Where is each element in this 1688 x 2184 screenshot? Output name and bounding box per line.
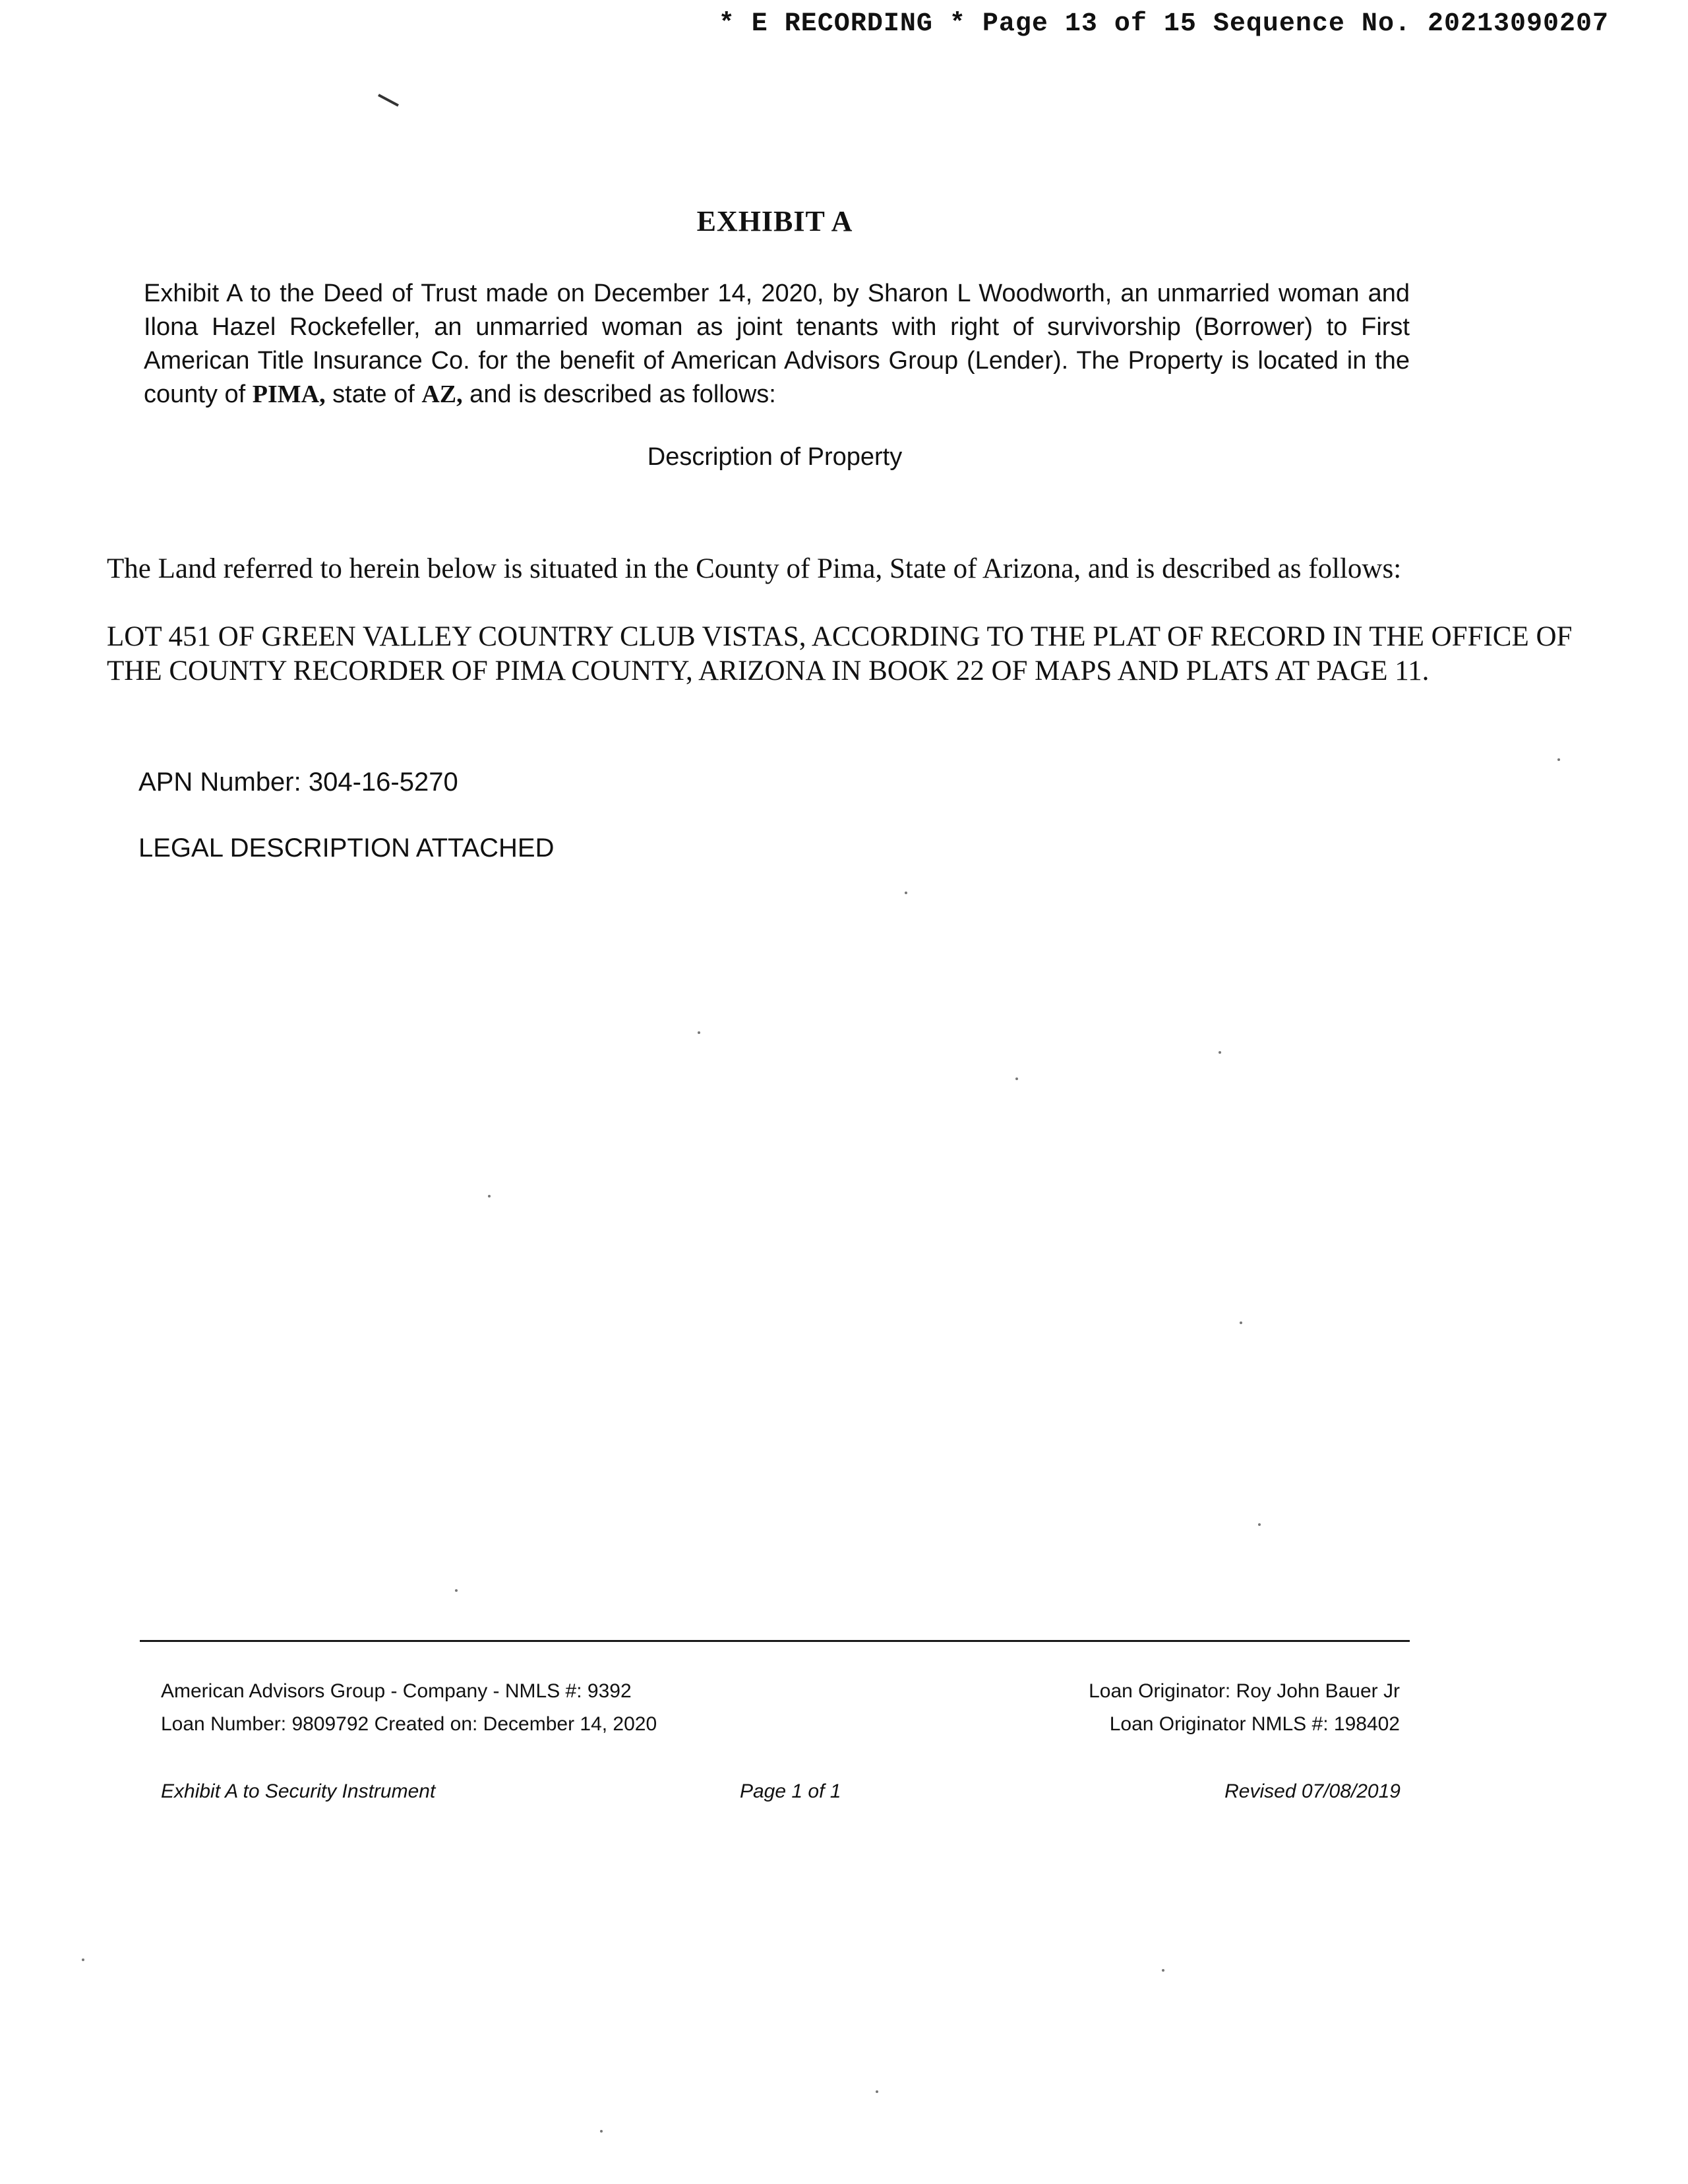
footer-divider	[140, 1640, 1410, 1642]
scan-speck	[488, 1195, 491, 1198]
intro-text-part-1: Exhibit A to the Deed of Trust made on December 14, 2020, by Sharon L Woodworth, an unmarried woman and Ilona Hazel Rockefeller, an unmarried woman as joint tenants with right of survivorship (Borrower) to First American Title Insurance Co. for the benefit of American Advisors Group (Lender). The Property is located in the county of	[144, 280, 1410, 408]
scan-speck	[698, 1031, 700, 1034]
footer-page-number: Page 1 of 1	[739, 1780, 841, 1802]
scan-speck	[876, 2090, 878, 2093]
scan-speck	[1219, 1051, 1221, 1054]
scan-speck	[1015, 1077, 1018, 1080]
footer-originator: Loan Originator: Roy John Bauer Jr	[1089, 1680, 1400, 1702]
scan-speck	[600, 2130, 603, 2133]
scan-speck	[82, 1958, 84, 1961]
intro-text-part-2: state of	[325, 380, 422, 408]
description-subheading: Description of Property	[647, 443, 903, 471]
legal-description-attached: LEGAL DESCRIPTION ATTACHED	[138, 834, 555, 863]
scan-speck	[905, 892, 907, 894]
apn-number: APN Number: 304-16-5270	[138, 768, 458, 797]
scan-speck	[1258, 1523, 1261, 1526]
scan-speck	[455, 1589, 458, 1592]
footer-document-name: Exhibit A to Security Instrument	[161, 1780, 436, 1802]
exhibit-title: EXHIBIT A	[696, 205, 853, 237]
intro-paragraph	[144, 277, 1410, 411]
scan-speck	[1557, 758, 1560, 761]
footer-company: American Advisors Group - Company - NMLS #: 9392	[161, 1680, 632, 1702]
footer-revised-date: Revised 07/08/2019	[1224, 1780, 1401, 1802]
recording-header: * E RECORDING * Page 13 of 15 Sequence No. 20213090207	[718, 9, 1609, 39]
scan-artifact-mark	[378, 94, 399, 106]
footer-bottom-line	[161, 1780, 1401, 1803]
land-intro-paragraph: The Land referred to herein below is situated in the County of Pima, State of Arizona, and is described as follows:	[107, 553, 1402, 584]
state-name: AZ,	[421, 380, 463, 408]
footer-originator-nmls: Loan Originator NMLS #: 198402	[1109, 1713, 1400, 1735]
footer-originator-info	[1089, 1675, 1400, 1741]
legal-description: LOT 451 OF GREEN VALLEY COUNTRY CLUB VISTAS, ACCORDING TO THE PLAT OF RECORD IN THE OFFICE OF THE COUNTY RECORDER OF PIMA COUNTY, ARIZONA IN BOOK 22 OF MAPS AND PLATS AT PAGE 11.	[107, 621, 1573, 686]
scan-speck	[1162, 1969, 1164, 1972]
footer-lender-info	[161, 1675, 657, 1741]
scan-speck	[1240, 1321, 1242, 1324]
county-name: PIMA,	[252, 380, 326, 408]
footer-loan-number: Loan Number: 9809792 Created on: December 14, 2020	[161, 1713, 657, 1735]
intro-text-part-3: and is described as follows:	[462, 380, 776, 408]
